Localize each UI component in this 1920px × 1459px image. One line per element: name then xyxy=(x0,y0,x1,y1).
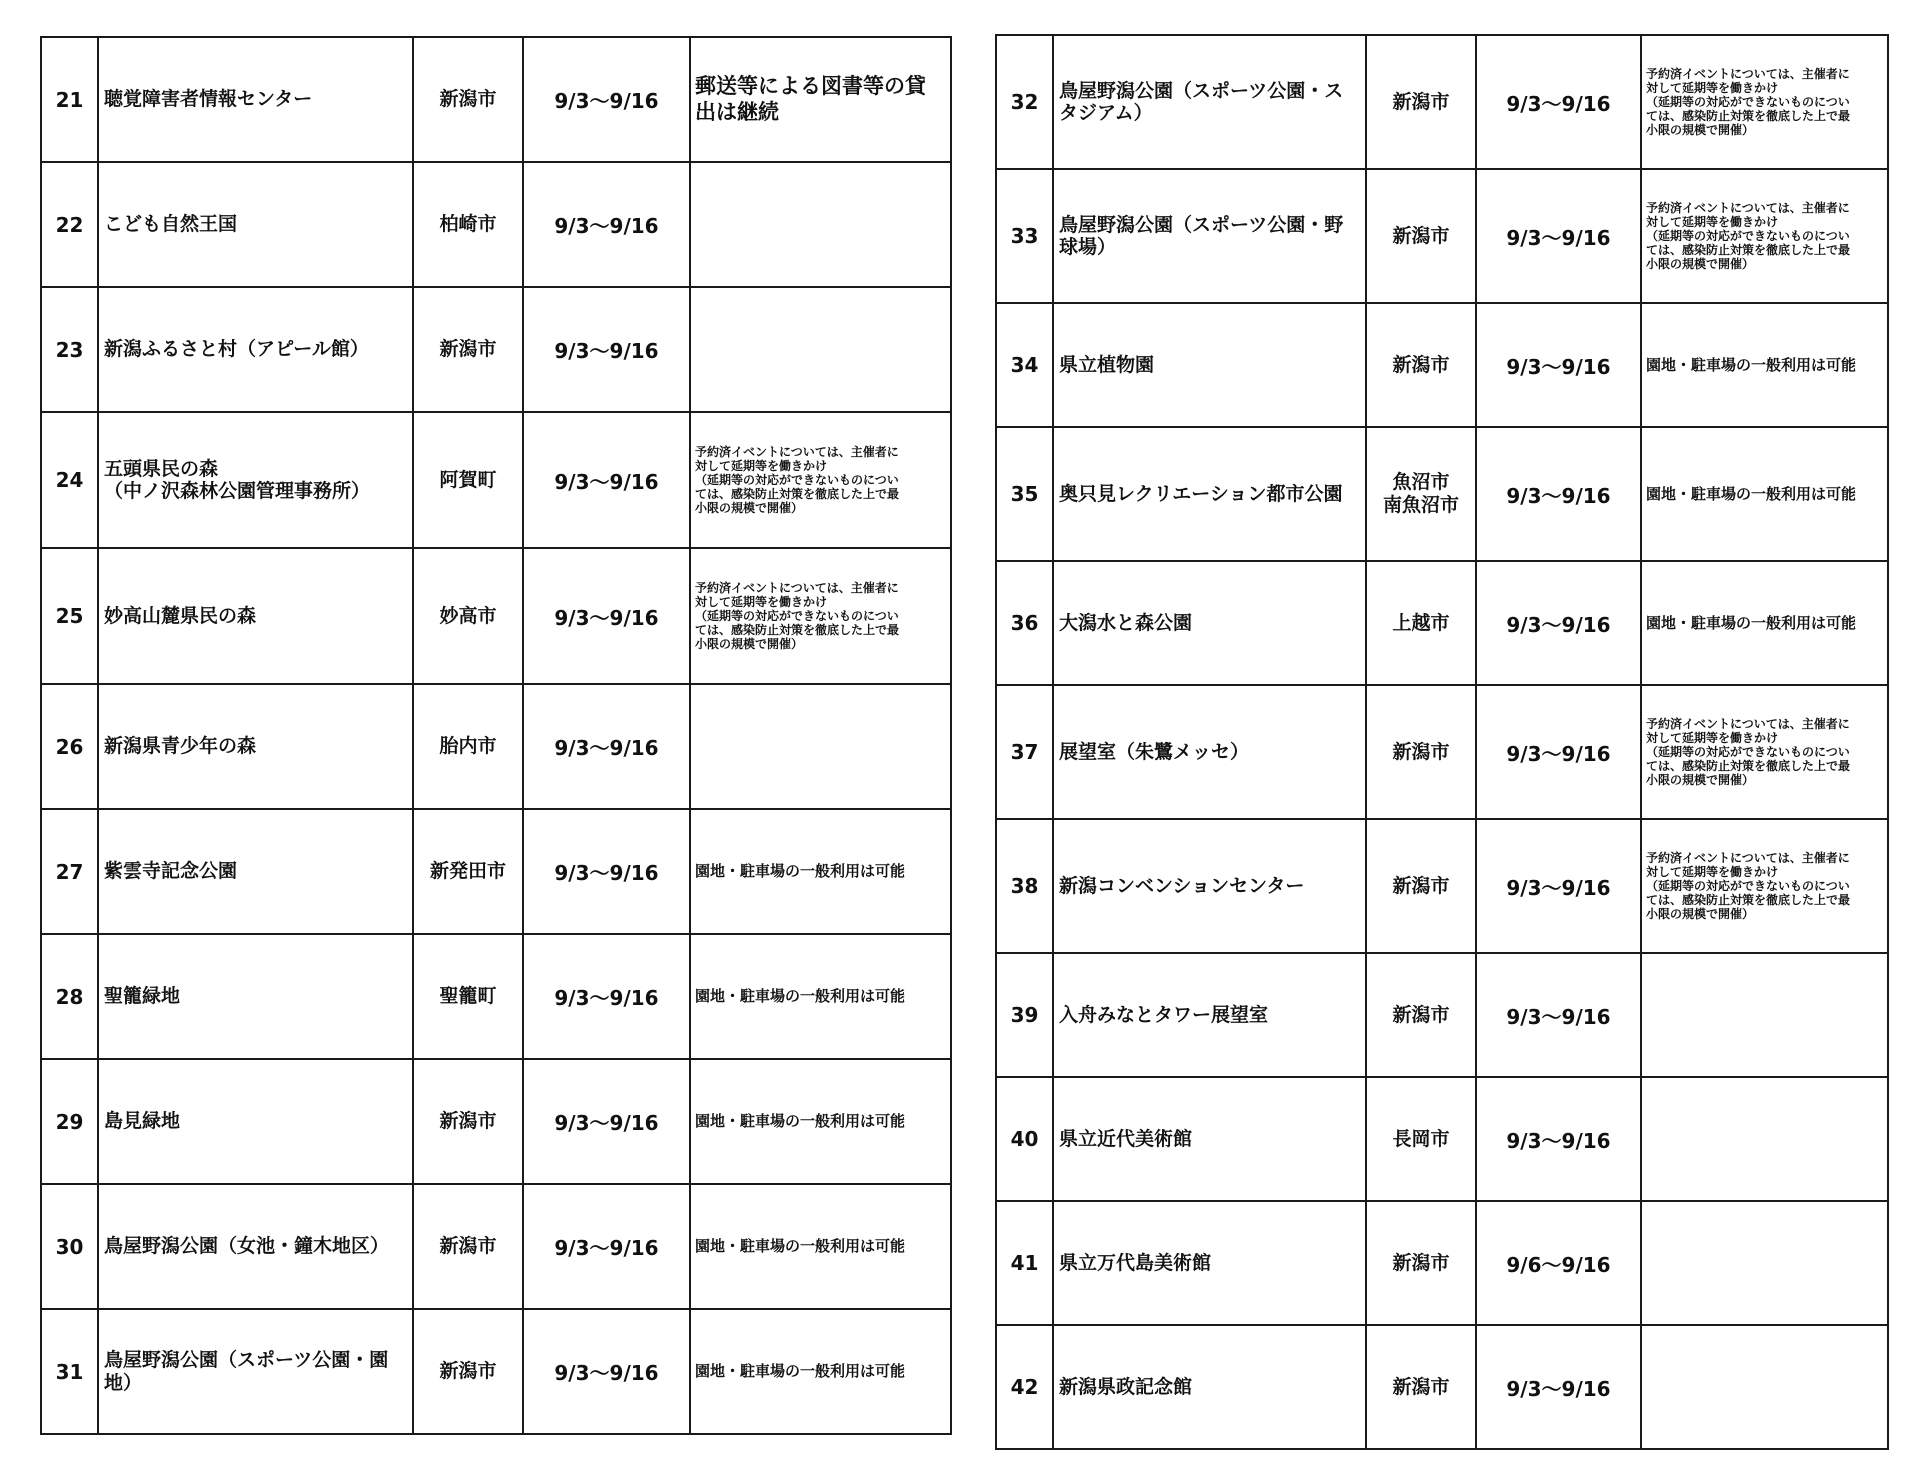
municipality-cell xyxy=(1366,303,1476,427)
municipality-cell-text: 新潟市 xyxy=(439,1360,497,1383)
municipality-cell xyxy=(413,162,523,287)
municipality-cell-text: 新潟市 xyxy=(1392,1003,1450,1026)
row-number-cell: 28 xyxy=(41,934,98,1059)
municipality-cell xyxy=(413,684,523,809)
facility-name-cell-text: 妙高山麓県民の森 xyxy=(104,604,257,627)
remarks-cell xyxy=(690,412,951,548)
remarks-cell xyxy=(690,162,951,287)
closure-period-cell: 9/3～9/16 xyxy=(1476,1325,1641,1449)
facility-name-cell-text: 入舟みなとタワー展望室 xyxy=(1059,1003,1269,1026)
table-row xyxy=(996,1201,1888,1325)
remarks-cell xyxy=(1641,1077,1888,1201)
table-row xyxy=(41,1309,951,1434)
remarks-cell: 園地・駐車場の一般利用は可能 xyxy=(1641,561,1888,685)
facility-table-left xyxy=(40,36,952,1435)
municipality-cell-text: 新潟市 xyxy=(1392,90,1450,113)
municipality-cell-text: 柏崎市 xyxy=(439,213,497,236)
row-number-cell: 27 xyxy=(41,809,98,934)
municipality-cell xyxy=(1366,169,1476,303)
facility-name-cell xyxy=(1053,1077,1366,1201)
table-row xyxy=(41,548,951,684)
closure-period-cell: 9/3～9/16 xyxy=(1476,561,1641,685)
row-number-cell: 32 xyxy=(996,35,1053,169)
remarks-cell: 園地・駐車場の一般利用は可能 xyxy=(690,1184,951,1309)
closure-period-cell: 9/3～9/16 xyxy=(523,287,690,412)
row-number-cell: 21 xyxy=(41,37,98,162)
facility-name-cell xyxy=(98,809,413,934)
row-number-cell: 22 xyxy=(41,162,98,287)
closure-period-cell: 9/3～9/16 xyxy=(523,1184,690,1309)
municipality-cell-text: 魚沼市 南魚沼市 xyxy=(1382,471,1459,516)
facility-name-cell-text: 新潟ふるさと村（アピール館） xyxy=(104,338,369,361)
closure-period-cell: 9/3～9/16 xyxy=(523,1309,690,1434)
municipality-cell xyxy=(1366,685,1476,819)
facility-name-cell-text: 鳥屋野潟公園（スポーツ公園・ス タジアム） xyxy=(1059,79,1344,124)
closure-period-cell: 9/3～9/16 xyxy=(523,684,690,809)
row-number-cell: 33 xyxy=(996,169,1053,303)
remarks-cell-text: 予約済イベントについては、主催者に 対して延期等を働きかけ （延期等の対応ができないものについ ては、感染防止対策を徹底した上で最 小限の規模で開催） xyxy=(695,580,900,652)
municipality-cell xyxy=(413,37,523,162)
table-row xyxy=(41,684,951,809)
remarks-cell xyxy=(690,684,951,809)
closure-period-cell: 9/3～9/16 xyxy=(1476,169,1641,303)
table-row xyxy=(41,1184,951,1309)
closure-period-cell: 9/3～9/16 xyxy=(523,934,690,1059)
facility-name-cell-text: 鳥屋野潟公園（スポーツ公園・野 球場） xyxy=(1059,213,1344,258)
facility-name-cell xyxy=(1053,685,1366,819)
remarks-cell xyxy=(1641,1201,1888,1325)
table-row xyxy=(996,1325,1888,1449)
facility-name-cell xyxy=(1053,1201,1366,1325)
row-number-cell: 31 xyxy=(41,1309,98,1434)
facility-name-cell-text: こども自然王国 xyxy=(104,213,238,236)
facility-name-cell-text: 新潟県政記念館 xyxy=(1059,1375,1193,1398)
table-row xyxy=(41,809,951,934)
municipality-cell xyxy=(413,287,523,412)
table-row xyxy=(996,561,1888,685)
municipality-cell-text: 新潟市 xyxy=(439,88,497,111)
row-number-cell: 26 xyxy=(41,684,98,809)
facility-name-cell xyxy=(1053,427,1366,561)
remarks-cell xyxy=(1641,169,1888,303)
municipality-cell xyxy=(413,1059,523,1184)
municipality-cell-text: 新潟市 xyxy=(439,1110,497,1133)
municipality-cell-text: 聖籠町 xyxy=(439,985,497,1008)
remarks-cell: 園地・駐車場の一般利用は可能 xyxy=(690,1059,951,1184)
remarks-cell xyxy=(1641,1325,1888,1449)
remarks-cell-text: 予約済イベントについては、主催者に 対して延期等を働きかけ （延期等の対応ができないものについ ては、感染防止対策を徹底した上で最 小限の規模で開催） xyxy=(1646,200,1851,272)
closure-period-cell: 9/3～9/16 xyxy=(523,412,690,548)
municipality-cell xyxy=(1366,1201,1476,1325)
row-number-cell: 42 xyxy=(996,1325,1053,1449)
table-row xyxy=(41,37,951,162)
remarks-cell-text: 郵送等による図書等の貸 出は継続 xyxy=(695,73,926,124)
municipality-cell-text: 上越市 xyxy=(1392,611,1450,634)
facility-name-cell xyxy=(98,1309,413,1434)
facility-name-cell xyxy=(98,1184,413,1309)
row-number-cell: 24 xyxy=(41,412,98,548)
facility-name-cell xyxy=(1053,1325,1366,1449)
remarks-cell xyxy=(1641,819,1888,953)
row-number-cell: 39 xyxy=(996,953,1053,1077)
municipality-cell xyxy=(1366,427,1476,561)
facility-name-cell-text: 大潟水と森公園 xyxy=(1059,611,1193,634)
remarks-cell: 園地・駐車場の一般利用は可能 xyxy=(690,809,951,934)
remarks-cell: 園地・駐車場の一般利用は可能 xyxy=(1641,303,1888,427)
facility-name-cell-text: 五頭県民の森 （中ノ沢森林公園管理事務所） xyxy=(104,457,371,502)
closure-period-cell: 9/3～9/16 xyxy=(1476,819,1641,953)
municipality-cell-text: 新潟市 xyxy=(1392,224,1450,247)
table-row xyxy=(996,427,1888,561)
facility-name-cell xyxy=(1053,35,1366,169)
closure-period-cell: 9/3～9/16 xyxy=(523,162,690,287)
facility-name-cell-text: 県立近代美術館 xyxy=(1059,1127,1193,1150)
closure-period-cell: 9/3～9/16 xyxy=(1476,953,1641,1077)
facility-name-cell xyxy=(98,162,413,287)
table-row xyxy=(996,953,1888,1077)
municipality-cell-text: 胎内市 xyxy=(439,735,497,758)
remarks-cell-text: 予約済イベントについては、主催者に 対して延期等を働きかけ （延期等の対応ができないものについ ては、感染防止対策を徹底した上で最 小限の規模で開催） xyxy=(1646,66,1851,138)
closure-period-cell: 9/6～9/16 xyxy=(1476,1201,1641,1325)
remarks-cell: 園地・駐車場の一般利用は可能 xyxy=(690,1309,951,1434)
facility-name-cell xyxy=(1053,303,1366,427)
facility-table-left-body xyxy=(41,37,951,1434)
facility-name-cell xyxy=(98,684,413,809)
facility-name-cell-text: 奥只見レクリエーション都市公園 xyxy=(1059,482,1343,505)
table-row xyxy=(996,1077,1888,1201)
closure-period-cell: 9/3～9/16 xyxy=(523,548,690,684)
facility-name-cell-text: 鳥屋野潟公園（女池・鐘木地区） xyxy=(104,1235,390,1258)
table-row xyxy=(996,819,1888,953)
closure-period-cell: 9/3～9/16 xyxy=(523,1059,690,1184)
municipality-cell xyxy=(413,548,523,684)
facility-table-right-body xyxy=(996,35,1888,1449)
remarks-cell-text: 予約済イベントについては、主催者に 対して延期等を働きかけ （延期等の対応ができないものについ ては、感染防止対策を徹底した上で最 小限の規模で開催） xyxy=(1646,716,1851,788)
municipality-cell xyxy=(1366,819,1476,953)
facility-name-cell xyxy=(98,37,413,162)
facility-name-cell xyxy=(1053,819,1366,953)
municipality-cell xyxy=(1366,35,1476,169)
facility-name-cell-text: 新潟県青少年の森 xyxy=(104,735,257,758)
row-number-cell: 30 xyxy=(41,1184,98,1309)
remarks-cell xyxy=(690,37,951,162)
municipality-cell-text: 新潟市 xyxy=(439,1235,497,1258)
municipality-cell xyxy=(1366,1077,1476,1201)
row-number-cell: 38 xyxy=(996,819,1053,953)
remarks-cell-text: 予約済イベントについては、主催者に 対して延期等を働きかけ （延期等の対応ができないものについ ては、感染防止対策を徹底した上で最 小限の規模で開催） xyxy=(1646,850,1851,922)
table-row xyxy=(41,934,951,1059)
municipality-cell xyxy=(1366,953,1476,1077)
row-number-cell: 25 xyxy=(41,548,98,684)
closure-period-cell: 9/3～9/16 xyxy=(1476,685,1641,819)
row-number-cell: 36 xyxy=(996,561,1053,685)
table-row xyxy=(41,412,951,548)
facility-name-cell-text: 聖籠緑地 xyxy=(104,985,181,1008)
facility-name-cell-text: 鳥屋野潟公園（スポーツ公園・園 地） xyxy=(104,1349,389,1394)
facility-name-cell-text: 聴覚障害者情報センター xyxy=(104,88,313,111)
municipality-cell xyxy=(413,809,523,934)
municipality-cell-text: 新発田市 xyxy=(429,860,506,883)
facility-name-cell xyxy=(1053,953,1366,1077)
row-number-cell: 29 xyxy=(41,1059,98,1184)
facility-name-cell-text: 県立植物園 xyxy=(1059,353,1155,376)
facility-name-cell xyxy=(1053,561,1366,685)
remarks-cell xyxy=(690,548,951,684)
table-row xyxy=(996,303,1888,427)
remarks-cell-text: 予約済イベントについては、主催者に 対して延期等を働きかけ （延期等の対応ができないものについ ては、感染防止対策を徹底した上で最 小限の規模で開催） xyxy=(695,444,900,516)
facility-name-cell xyxy=(98,1059,413,1184)
municipality-cell xyxy=(1366,561,1476,685)
municipality-cell-text: 新潟市 xyxy=(1392,353,1450,376)
municipality-cell xyxy=(1366,1325,1476,1449)
closure-period-cell: 9/3～9/16 xyxy=(1476,427,1641,561)
table-row xyxy=(996,169,1888,303)
municipality-cell-text: 阿賀町 xyxy=(439,468,497,491)
closure-period-cell: 9/3～9/16 xyxy=(1476,35,1641,169)
table-row xyxy=(41,287,951,412)
row-number-cell: 34 xyxy=(996,303,1053,427)
remarks-cell xyxy=(1641,35,1888,169)
municipality-cell-text: 新潟市 xyxy=(439,338,497,361)
remarks-cell xyxy=(1641,953,1888,1077)
facility-name-cell xyxy=(1053,169,1366,303)
remarks-cell xyxy=(690,287,951,412)
facility-name-cell xyxy=(98,548,413,684)
closure-period-cell: 9/3～9/16 xyxy=(523,809,690,934)
row-number-cell: 40 xyxy=(996,1077,1053,1201)
table-row xyxy=(996,35,1888,169)
table-row xyxy=(996,685,1888,819)
remarks-cell: 園地・駐車場の一般利用は可能 xyxy=(690,934,951,1059)
municipality-cell-text: 妙高市 xyxy=(439,604,497,627)
facility-name-cell xyxy=(98,934,413,1059)
municipality-cell xyxy=(413,934,523,1059)
closure-period-cell: 9/3～9/16 xyxy=(1476,1077,1641,1201)
municipality-cell-text: 新潟市 xyxy=(1392,874,1450,897)
remarks-cell xyxy=(1641,685,1888,819)
remarks-cell: 園地・駐車場の一般利用は可能 xyxy=(1641,427,1888,561)
facility-table-right xyxy=(995,34,1889,1450)
facility-name-cell-text: 展望室（朱鷺メッセ） xyxy=(1059,740,1250,763)
municipality-cell-text: 新潟市 xyxy=(1392,1251,1450,1274)
municipality-cell xyxy=(413,1184,523,1309)
municipality-cell xyxy=(413,1309,523,1434)
municipality-cell-text: 長岡市 xyxy=(1392,1127,1450,1150)
row-number-cell: 41 xyxy=(996,1201,1053,1325)
facility-name-cell-text: 紫雲寺記念公園 xyxy=(104,860,238,883)
row-number-cell: 35 xyxy=(996,427,1053,561)
facility-name-cell-text: 島見緑地 xyxy=(104,1110,181,1133)
row-number-cell: 37 xyxy=(996,685,1053,819)
closure-period-cell: 9/3～9/16 xyxy=(523,37,690,162)
municipality-cell-text: 新潟市 xyxy=(1392,1375,1450,1398)
facility-name-cell xyxy=(98,412,413,548)
table-row xyxy=(41,1059,951,1184)
facility-name-cell-text: 県立万代島美術館 xyxy=(1059,1251,1212,1274)
municipality-cell xyxy=(413,412,523,548)
facility-name-cell xyxy=(98,287,413,412)
closure-period-cell: 9/3～9/16 xyxy=(1476,303,1641,427)
row-number-cell: 23 xyxy=(41,287,98,412)
municipality-cell-text: 新潟市 xyxy=(1392,740,1450,763)
facility-name-cell-text: 新潟コンベンションセンター xyxy=(1059,874,1305,897)
table-row xyxy=(41,162,951,287)
